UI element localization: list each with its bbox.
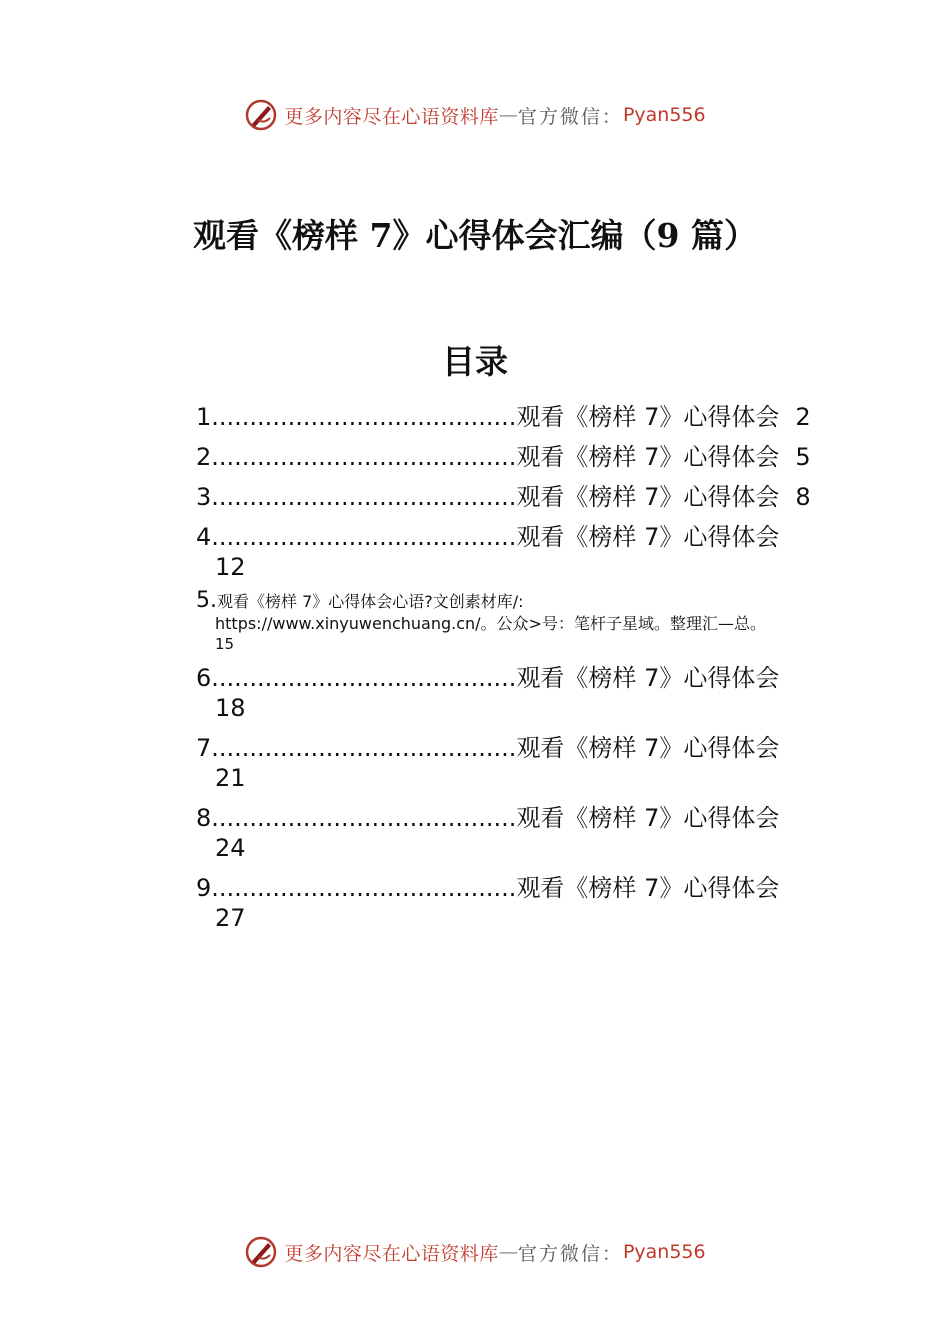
banner-separator: — <box>498 104 518 126</box>
toc-heading: 目录 <box>442 342 508 381</box>
toc-page-number: 5 <box>795 443 811 471</box>
toc-item-2[interactable]: 2........................................观看《榜样 7》心得体会 5 <box>196 443 811 471</box>
toc-item-9[interactable]: 9........................................观看《榜样 7》心得体会 27 <box>196 873 856 933</box>
toc-page-number: 21 <box>215 764 246 792</box>
toc-item-1[interactable]: 1........................................观看《榜样 7》心得体会 2 <box>196 403 811 431</box>
toc-page-number: 2 <box>795 403 811 431</box>
toc-item-6[interactable]: 6........................................观看《榜样 7》心得体会 18 <box>196 663 856 723</box>
header-banner <box>0 95 950 135</box>
toc-page-number: 12 <box>215 553 246 581</box>
toc-item-3[interactable]: 3........................................观看《榜样 7》心得体会 8 <box>196 483 811 511</box>
toc-page-number: 24 <box>215 834 246 862</box>
toc-item-4[interactable]: 4........................................观看《榜样 7》心得体会 12 <box>196 522 856 582</box>
toc-item-7[interactable]: 7........................................观看《榜样 7》心得体会 21 <box>196 733 856 793</box>
toc-page-number: 18 <box>215 694 246 722</box>
toc-page-number: 27 <box>215 904 246 932</box>
toc-item-5[interactable]: 5.观看《榜样 7》心得体会心语?文创素材库/: https://www.xinyuwenchuang.cn/。公众>号：笔杆子星域。整理汇—总。 15 <box>196 590 856 653</box>
pen-logo-icon <box>244 98 278 132</box>
toc-page-number: 8 <box>795 483 811 511</box>
banner-wechat-label: 官方微信： <box>517 105 623 128</box>
banner-wechat-label: 官方微信： <box>517 1242 623 1265</box>
toc-item-5-url-line: https://www.xinyuwenchuang.cn/。公众>号：笔杆子星域。整理汇—总。 <box>215 614 766 633</box>
banner-text: 更多内容尽在心语资料库 <box>284 1242 499 1265</box>
banner-separator: — <box>498 1241 518 1263</box>
footer-banner <box>0 1232 950 1272</box>
toc-item-8[interactable]: 8........................................观看《榜样 7》心得体会 24 <box>196 803 856 863</box>
table-of-contents <box>196 402 856 933</box>
banner-wechat-id: Pyan556 <box>622 104 706 126</box>
banner-text: 更多内容尽在心语资料库 <box>284 105 499 128</box>
document-title: 观看《榜样 7》心得体会汇编（9 篇） <box>193 216 757 255</box>
pen-logo-icon <box>244 1235 278 1269</box>
toc-page-number: 15 <box>215 635 235 653</box>
banner-wechat-id: Pyan556 <box>622 1241 706 1263</box>
